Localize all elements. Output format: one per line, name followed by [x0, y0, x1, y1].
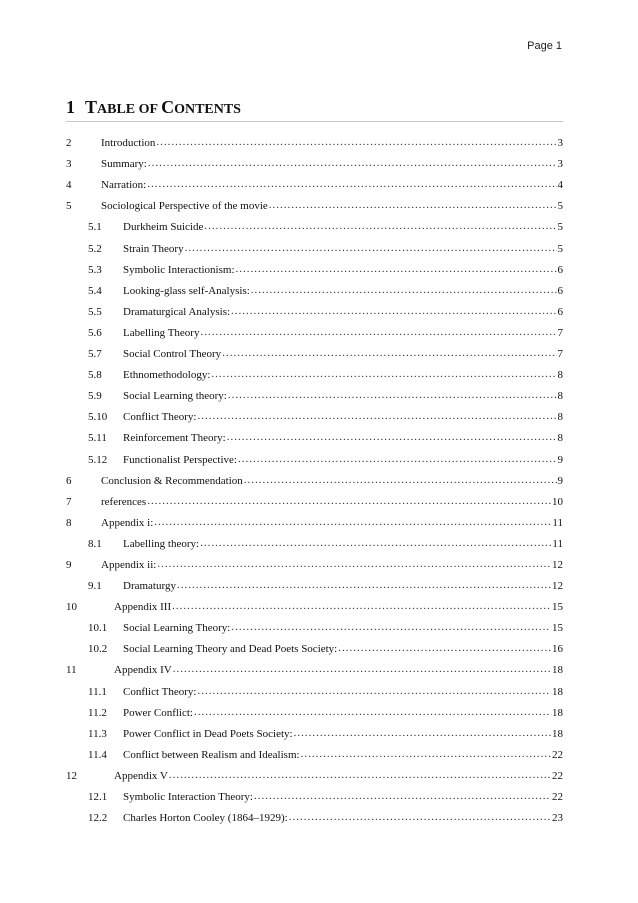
toc-entry[interactable]: [66, 339, 563, 360]
toc-dot-leader: [254, 790, 551, 803]
toc-entry[interactable]: [66, 360, 563, 381]
toc-entry-title[interactable]: Social Control Theory: [123, 348, 222, 361]
toc-entry-title[interactable]: Strain Theory: [123, 242, 184, 255]
toc-entry-number: 5.10: [88, 411, 108, 424]
toc-dot-leader: [222, 347, 556, 360]
toc-entry-title[interactable]: Social Learning Theory and Dead Poets Society:: [123, 643, 338, 656]
toc-entry-page[interactable]: 5: [557, 221, 563, 234]
toc-entry[interactable]: [66, 613, 563, 634]
toc-entry-title[interactable]: Looking-glass self-Analysis:: [123, 284, 250, 297]
toc-dot-leader: [269, 199, 557, 212]
toc-entry-page[interactable]: 23: [552, 812, 563, 825]
toc-entry-page[interactable]: 18: [552, 685, 563, 698]
toc-entry-title[interactable]: Appendix ii:: [101, 558, 157, 571]
toc-entry-number: 11.2: [88, 706, 107, 719]
toc-entry-page[interactable]: 22: [552, 791, 563, 803]
toc-entry-number: 5.1: [88, 221, 102, 234]
toc-entry-number: 2: [66, 137, 72, 150]
toc-entry[interactable]: [66, 276, 563, 297]
toc-dot-leader: [148, 157, 557, 170]
toc-entry[interactable]: [66, 529, 563, 550]
toc-dot-leader: [231, 305, 556, 318]
toc-dot-leader: [236, 263, 557, 276]
page-number: Page 1: [527, 40, 562, 52]
toc-entry[interactable]: [66, 740, 563, 761]
toc-entry-number: 11.4: [88, 748, 107, 761]
toc-entry-title[interactable]: Conclusion & Recommendation: [101, 474, 243, 487]
toc-entry[interactable]: [66, 128, 563, 149]
toc-heading-letter: T: [85, 97, 98, 117]
toc-dot-leader: [197, 685, 551, 698]
toc-entry-page[interactable]: 11: [552, 537, 563, 550]
toc-entry[interactable]: [66, 592, 563, 613]
toc-entry-page[interactable]: 18: [552, 664, 563, 677]
toc-entry-number: 5.7: [88, 348, 102, 361]
toc-entry-page[interactable]: 6: [557, 284, 563, 297]
toc-entry-page[interactable]: 5: [557, 242, 563, 255]
toc-entry-title[interactable]: Narration:: [101, 179, 147, 192]
toc-entry[interactable]: [66, 487, 563, 508]
toc-entry-title[interactable]: Appendix V: [114, 769, 168, 782]
toc-entry-number: 3: [66, 158, 72, 171]
toc-entry-number: 5.9: [88, 390, 102, 403]
toc-entry-page[interactable]: 22: [552, 748, 563, 761]
toc-dot-leader: [231, 621, 551, 634]
toc-dot-leader: [147, 178, 556, 191]
toc-heading: [66, 97, 563, 122]
toc-entry-title[interactable]: Social Learning Theory:: [123, 622, 231, 635]
toc-dot-leader: [211, 368, 556, 381]
toc-entry-number: 11.3: [88, 727, 107, 740]
toc-entry-page[interactable]: 8: [557, 369, 563, 382]
toc-entry-title[interactable]: Labelling theory:: [123, 537, 200, 550]
toc-entry[interactable]: [66, 508, 563, 529]
toc-dot-leader: [185, 242, 557, 255]
toc-dot-leader: [338, 642, 551, 655]
toc-list: [66, 128, 563, 824]
toc-entry-page[interactable]: 5: [557, 200, 563, 213]
toc-entry-number: 12.2: [88, 812, 108, 825]
toc-entry-page[interactable]: 12: [552, 580, 563, 593]
toc-entry[interactable]: [66, 676, 563, 697]
toc-dot-leader: [156, 136, 556, 149]
toc-entry-number: 11: [66, 664, 77, 677]
toc-entry-number: 7: [66, 495, 72, 508]
toc-heading-letter: C: [161, 97, 175, 117]
toc-entry-number: 5.5: [88, 305, 102, 318]
toc-heading-text: ONTENTS: [174, 102, 241, 117]
toc-dot-leader: [197, 410, 556, 423]
toc-entry-page[interactable]: 18: [552, 706, 563, 719]
toc-entry-number: 10: [66, 601, 77, 614]
toc-entry-number: 5.3: [88, 263, 102, 276]
toc-entry-number: 5.8: [88, 369, 102, 382]
toc-dot-leader: [227, 431, 557, 444]
toc-dot-leader: [169, 769, 551, 782]
toc-entry-title[interactable]: Charles Horton Cooley (1864–1929):: [123, 812, 288, 825]
toc-dot-leader: [301, 748, 551, 761]
toc-entry-title[interactable]: Labelling Theory: [123, 326, 200, 339]
toc-entry-number: 5: [66, 200, 72, 213]
toc-dot-leader: [200, 326, 556, 339]
toc-entry-page[interactable]: 11: [552, 516, 563, 529]
toc-entry[interactable]: [66, 297, 563, 318]
toc-dot-leader: [204, 220, 556, 233]
toc-entry-page[interactable]: 8: [557, 432, 563, 445]
toc-entry-page[interactable]: 18: [552, 727, 563, 740]
toc-entry-title[interactable]: Introduction: [101, 137, 156, 150]
toc-entry-page[interactable]: 4: [557, 179, 563, 192]
toc-entry-page[interactable]: 3: [557, 158, 563, 171]
toc-entry[interactable]: [66, 318, 563, 339]
toc-dot-leader: [157, 558, 551, 571]
toc-entry[interactable]: [66, 170, 563, 191]
toc-dot-leader: [154, 516, 551, 529]
toc-entry-title[interactable]: Conflict between Realism and Idealism:: [123, 748, 300, 761]
toc-entry-title[interactable]: Dramaturgical Analysis:: [123, 305, 231, 318]
toc-entry-page[interactable]: 6: [557, 305, 563, 318]
toc-entry[interactable]: [66, 803, 563, 824]
toc-entry-title[interactable]: Conflict Theory:: [123, 685, 197, 698]
toc-entry-page[interactable]: 8: [557, 411, 563, 424]
toc-entry[interactable]: [66, 255, 563, 276]
toc-entry[interactable]: [66, 402, 563, 423]
toc-entry-title[interactable]: Sociological Perspective of the movie: [101, 200, 268, 213]
toc-entry[interactable]: [66, 634, 563, 655]
toc-entry[interactable]: [66, 466, 563, 487]
toc-entry-page[interactable]: 10: [552, 495, 563, 508]
toc-entry-title[interactable]: Symbolic Interactionism:: [123, 263, 235, 276]
toc-heading-number: 1: [66, 97, 75, 117]
toc-dot-leader: [173, 663, 551, 676]
toc-entry[interactable]: [66, 191, 563, 212]
toc-entry-title[interactable]: Reinforcement Theory:: [123, 432, 226, 445]
toc-dot-leader: [289, 811, 551, 824]
toc-entry-title[interactable]: Social Learning theory:: [123, 390, 227, 403]
toc-entry-title[interactable]: Durkheim Suicide: [123, 221, 204, 234]
toc-entry-number: 12: [66, 769, 77, 782]
toc-dot-leader: [244, 474, 557, 487]
toc-entry-number: 8: [66, 516, 72, 529]
toc-entry[interactable]: [66, 719, 563, 740]
toc-entry-page[interactable]: 16: [552, 643, 563, 656]
toc-dot-leader: [147, 495, 551, 508]
toc-entry-title[interactable]: Power Conflict:: [123, 706, 193, 719]
toc-entry-page[interactable]: 7: [557, 348, 563, 361]
toc-entry-number: 10.2: [88, 643, 108, 656]
toc-entry[interactable]: [66, 698, 563, 719]
toc-entry-page[interactable]: 9: [557, 474, 563, 487]
toc-entry-number: 5.12: [88, 453, 108, 466]
toc-dot-leader: [172, 600, 551, 613]
toc-entry-number: 8.1: [88, 537, 102, 550]
toc-entry-number: 11.1: [88, 685, 107, 698]
toc-entry-title[interactable]: Ethnomethodology:: [123, 369, 211, 382]
toc-entry[interactable]: [66, 423, 563, 444]
toc-entry[interactable]: [66, 149, 563, 170]
toc-entry[interactable]: [66, 655, 563, 676]
toc-entry-title[interactable]: references: [101, 495, 147, 508]
toc-dot-leader: [238, 453, 557, 466]
toc-entry-number: 12.1: [88, 791, 108, 803]
toc-entry-page[interactable]: 3: [557, 137, 563, 150]
toc-entry[interactable]: [66, 782, 563, 803]
toc-entry-title[interactable]: Appendix III: [114, 601, 172, 614]
toc-entry-page[interactable]: 15: [552, 601, 563, 614]
toc-entry-title[interactable]: Functionalist Perspective:: [123, 453, 237, 466]
toc-entry-page[interactable]: 6: [557, 263, 563, 276]
toc-entry-title[interactable]: Symbolic Interaction Theory:: [123, 791, 253, 803]
toc-entry[interactable]: [66, 212, 563, 233]
toc-entry-title[interactable]: Appendix IV: [114, 664, 172, 677]
toc-entry-number: 5.6: [88, 326, 102, 339]
toc-entry[interactable]: [66, 761, 563, 782]
toc-entry-number: 5.4: [88, 284, 102, 297]
toc-entry-title[interactable]: Summary:: [101, 158, 147, 171]
toc-entry-number: 5.11: [88, 432, 107, 445]
toc-entry-page[interactable]: 22: [552, 769, 563, 782]
toc-entry[interactable]: [66, 381, 563, 402]
toc-entry-page[interactable]: 8: [557, 390, 563, 403]
toc-dot-leader: [200, 537, 551, 550]
toc-entry-number: 9: [66, 558, 72, 571]
toc-dot-leader: [194, 706, 551, 719]
toc-entry-page[interactable]: 12: [552, 558, 563, 571]
toc-entry-title[interactable]: Appendix i:: [101, 516, 154, 529]
toc-entry-page[interactable]: 7: [557, 326, 563, 339]
toc-entry[interactable]: [66, 444, 563, 465]
toc-entry-title[interactable]: Conflict Theory:: [123, 411, 197, 424]
toc-dot-leader: [251, 284, 557, 297]
toc-entry-number: 10.1: [88, 622, 108, 635]
toc-entry[interactable]: [66, 571, 563, 592]
toc-entry-number: 4: [66, 179, 72, 192]
toc-dot-leader: [228, 389, 557, 402]
toc-entry-title[interactable]: Dramaturgy: [123, 580, 176, 593]
toc-entry[interactable]: [66, 550, 563, 571]
toc-heading-text: ABLE OF: [97, 102, 162, 117]
toc-entry-number: 6: [66, 474, 72, 487]
toc-entry-number: 5.2: [88, 242, 102, 255]
toc-entry-title[interactable]: Power Conflict in Dead Poets Society:: [123, 727, 293, 740]
toc-entry-page[interactable]: 9: [557, 453, 563, 466]
toc-entry[interactable]: [66, 233, 563, 254]
toc-entry-page[interactable]: 15: [552, 622, 563, 635]
toc-dot-leader: [177, 579, 551, 592]
toc-entry-number: 9.1: [88, 580, 102, 593]
toc-dot-leader: [294, 727, 551, 740]
